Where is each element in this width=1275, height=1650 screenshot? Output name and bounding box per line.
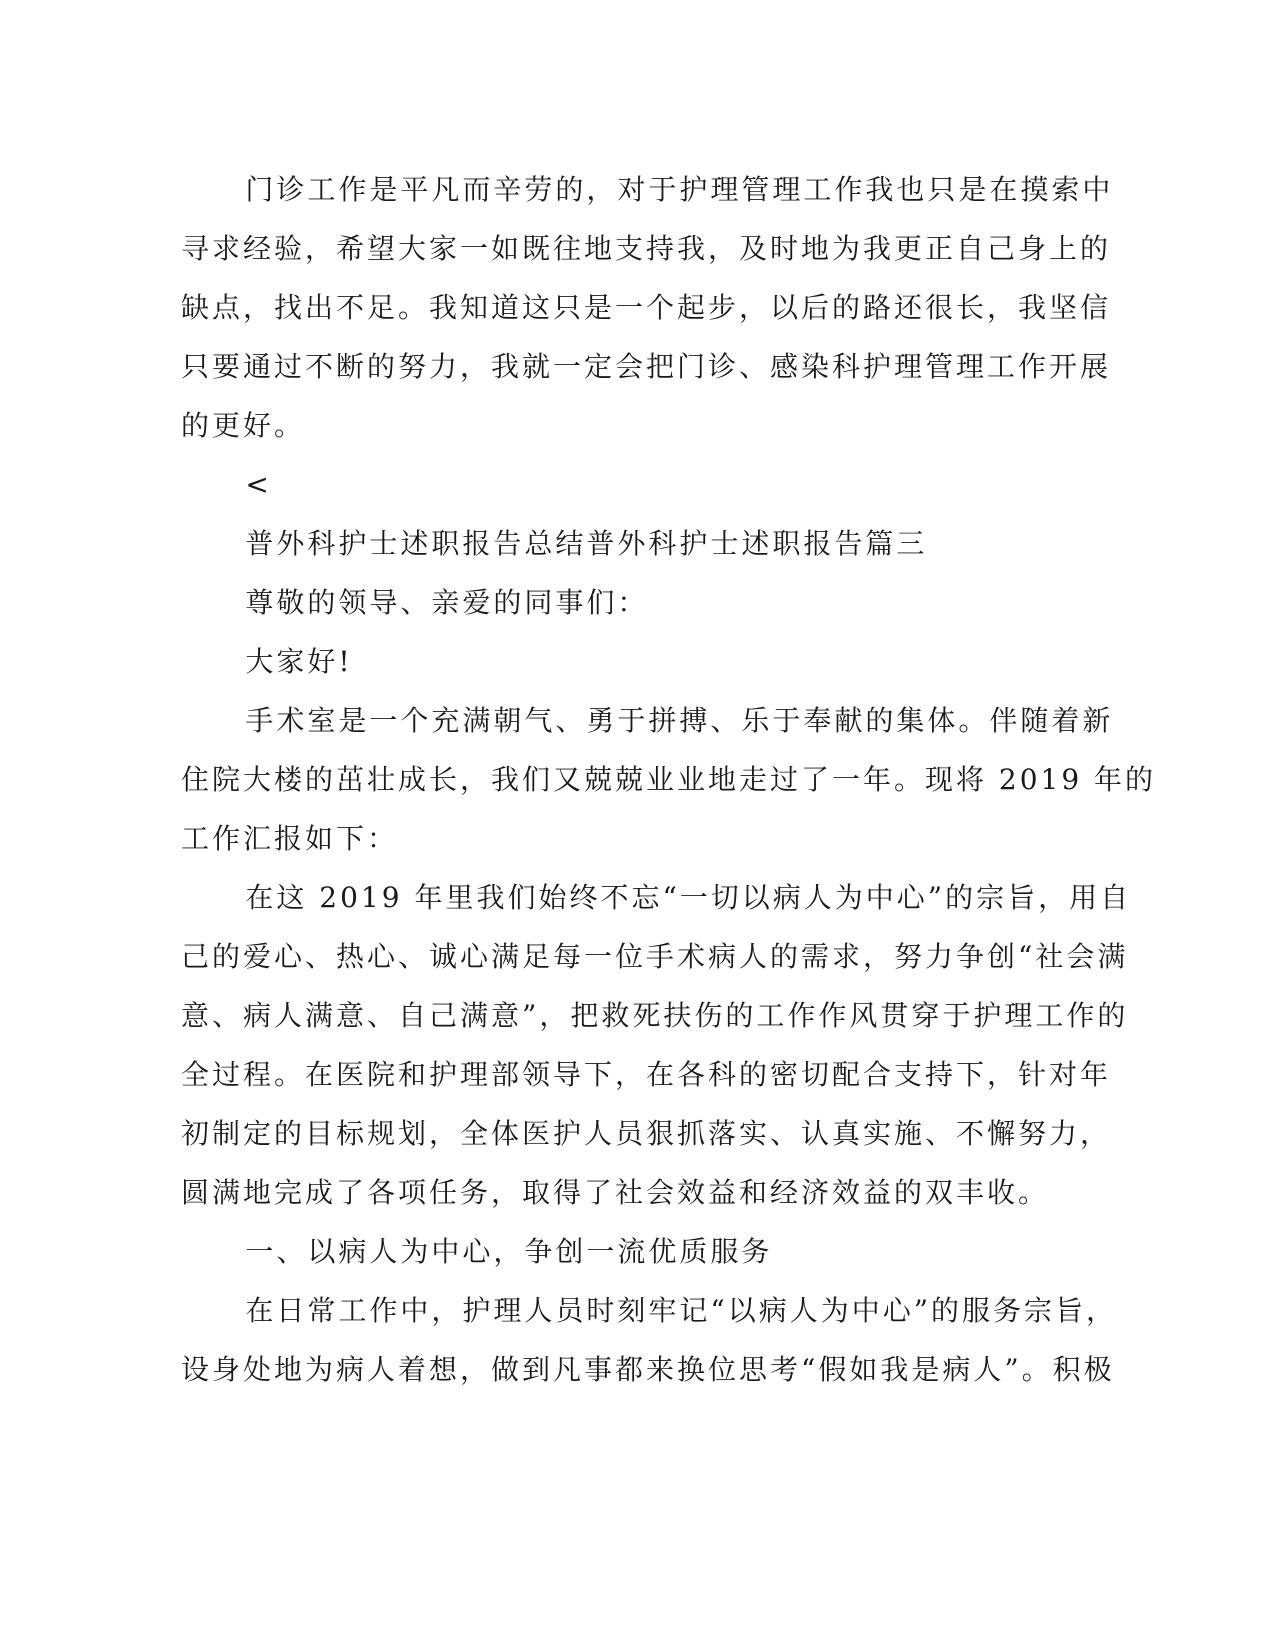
separator-mark [181,455,1061,514]
text-line: 手术室是一个充满朝气、勇于拼搏、乐于奉献的集体。伴随着新 [245,704,1114,737]
text-line: 大家好! [245,645,353,678]
text-line: 圆满地完成了各项任务，取得了社会效益和经济效益的双丰收。 [181,1176,1050,1209]
text-line: 寻求经验，希望大家一如既往地支持我，及时地为我更正自己身上的 [181,232,1112,265]
paragraph-summary [181,868,1132,1222]
greeting [181,632,1061,691]
paragraph-service [181,1281,1118,1399]
text-line: 己的爱心、热心、诚心满足每一位手术病人的需求，努力争创“社会满 [181,940,1129,973]
document-page [181,160,1157,1399]
text-line: 缺点，找出不足。我知道这只是一个起步，以后的路还很长，我坚信 [181,291,1112,324]
text-line: < [245,468,272,501]
text-line: 普外科护士述职报告总结普外科护士述职报告篇三 [245,527,928,560]
text-line: 一、以病人为中心，争创一流优质服务 [245,1235,773,1268]
paragraph-intro [181,691,1157,868]
text-line: 设身处地为病人着想，做到凡事都来换位思考“假如我是病人”。积极 [181,1353,1115,1386]
text-line: 初制定的目标规划，全体医护人员狠抓落实、认真实施、不懈努力， [181,1117,1112,1150]
section-title [181,514,1061,573]
text-line: 在这 2019 年里我们始终不忘“一切以病人为中心”的宗旨，用自 [245,881,1132,914]
text-line: 门诊工作是平凡而辛劳的，对于护理管理工作我也只是在摸索中 [245,173,1114,206]
text-line: 只要通过不断的努力，我就一定会把门诊、感染科护理管理工作开展 [181,350,1112,383]
section-heading-1 [181,1222,1061,1281]
text-line: 住院大楼的茁壮成长，我们又兢兢业业地走过了一年。现将 2019 年的 [181,763,1157,796]
salutation [181,573,1061,632]
text-line: 在日常工作中，护理人员时刻牢记“以病人为中心”的服务宗旨， [245,1294,1118,1327]
text-line: 的更好。 [181,409,306,442]
text-line: 意、病人满意、自己满意”，把救死扶伤的工作作风贯穿于护理工作的 [181,999,1129,1032]
text-line: 尊敬的领导、亲爱的同事们： [245,586,649,619]
text-line: 工作汇报如下： [181,822,399,855]
text-line: 全过程。在医院和护理部领导下，在各科的密切配合支持下，针对年 [181,1058,1112,1091]
paragraph-outpatient-conclusion [181,160,1114,455]
